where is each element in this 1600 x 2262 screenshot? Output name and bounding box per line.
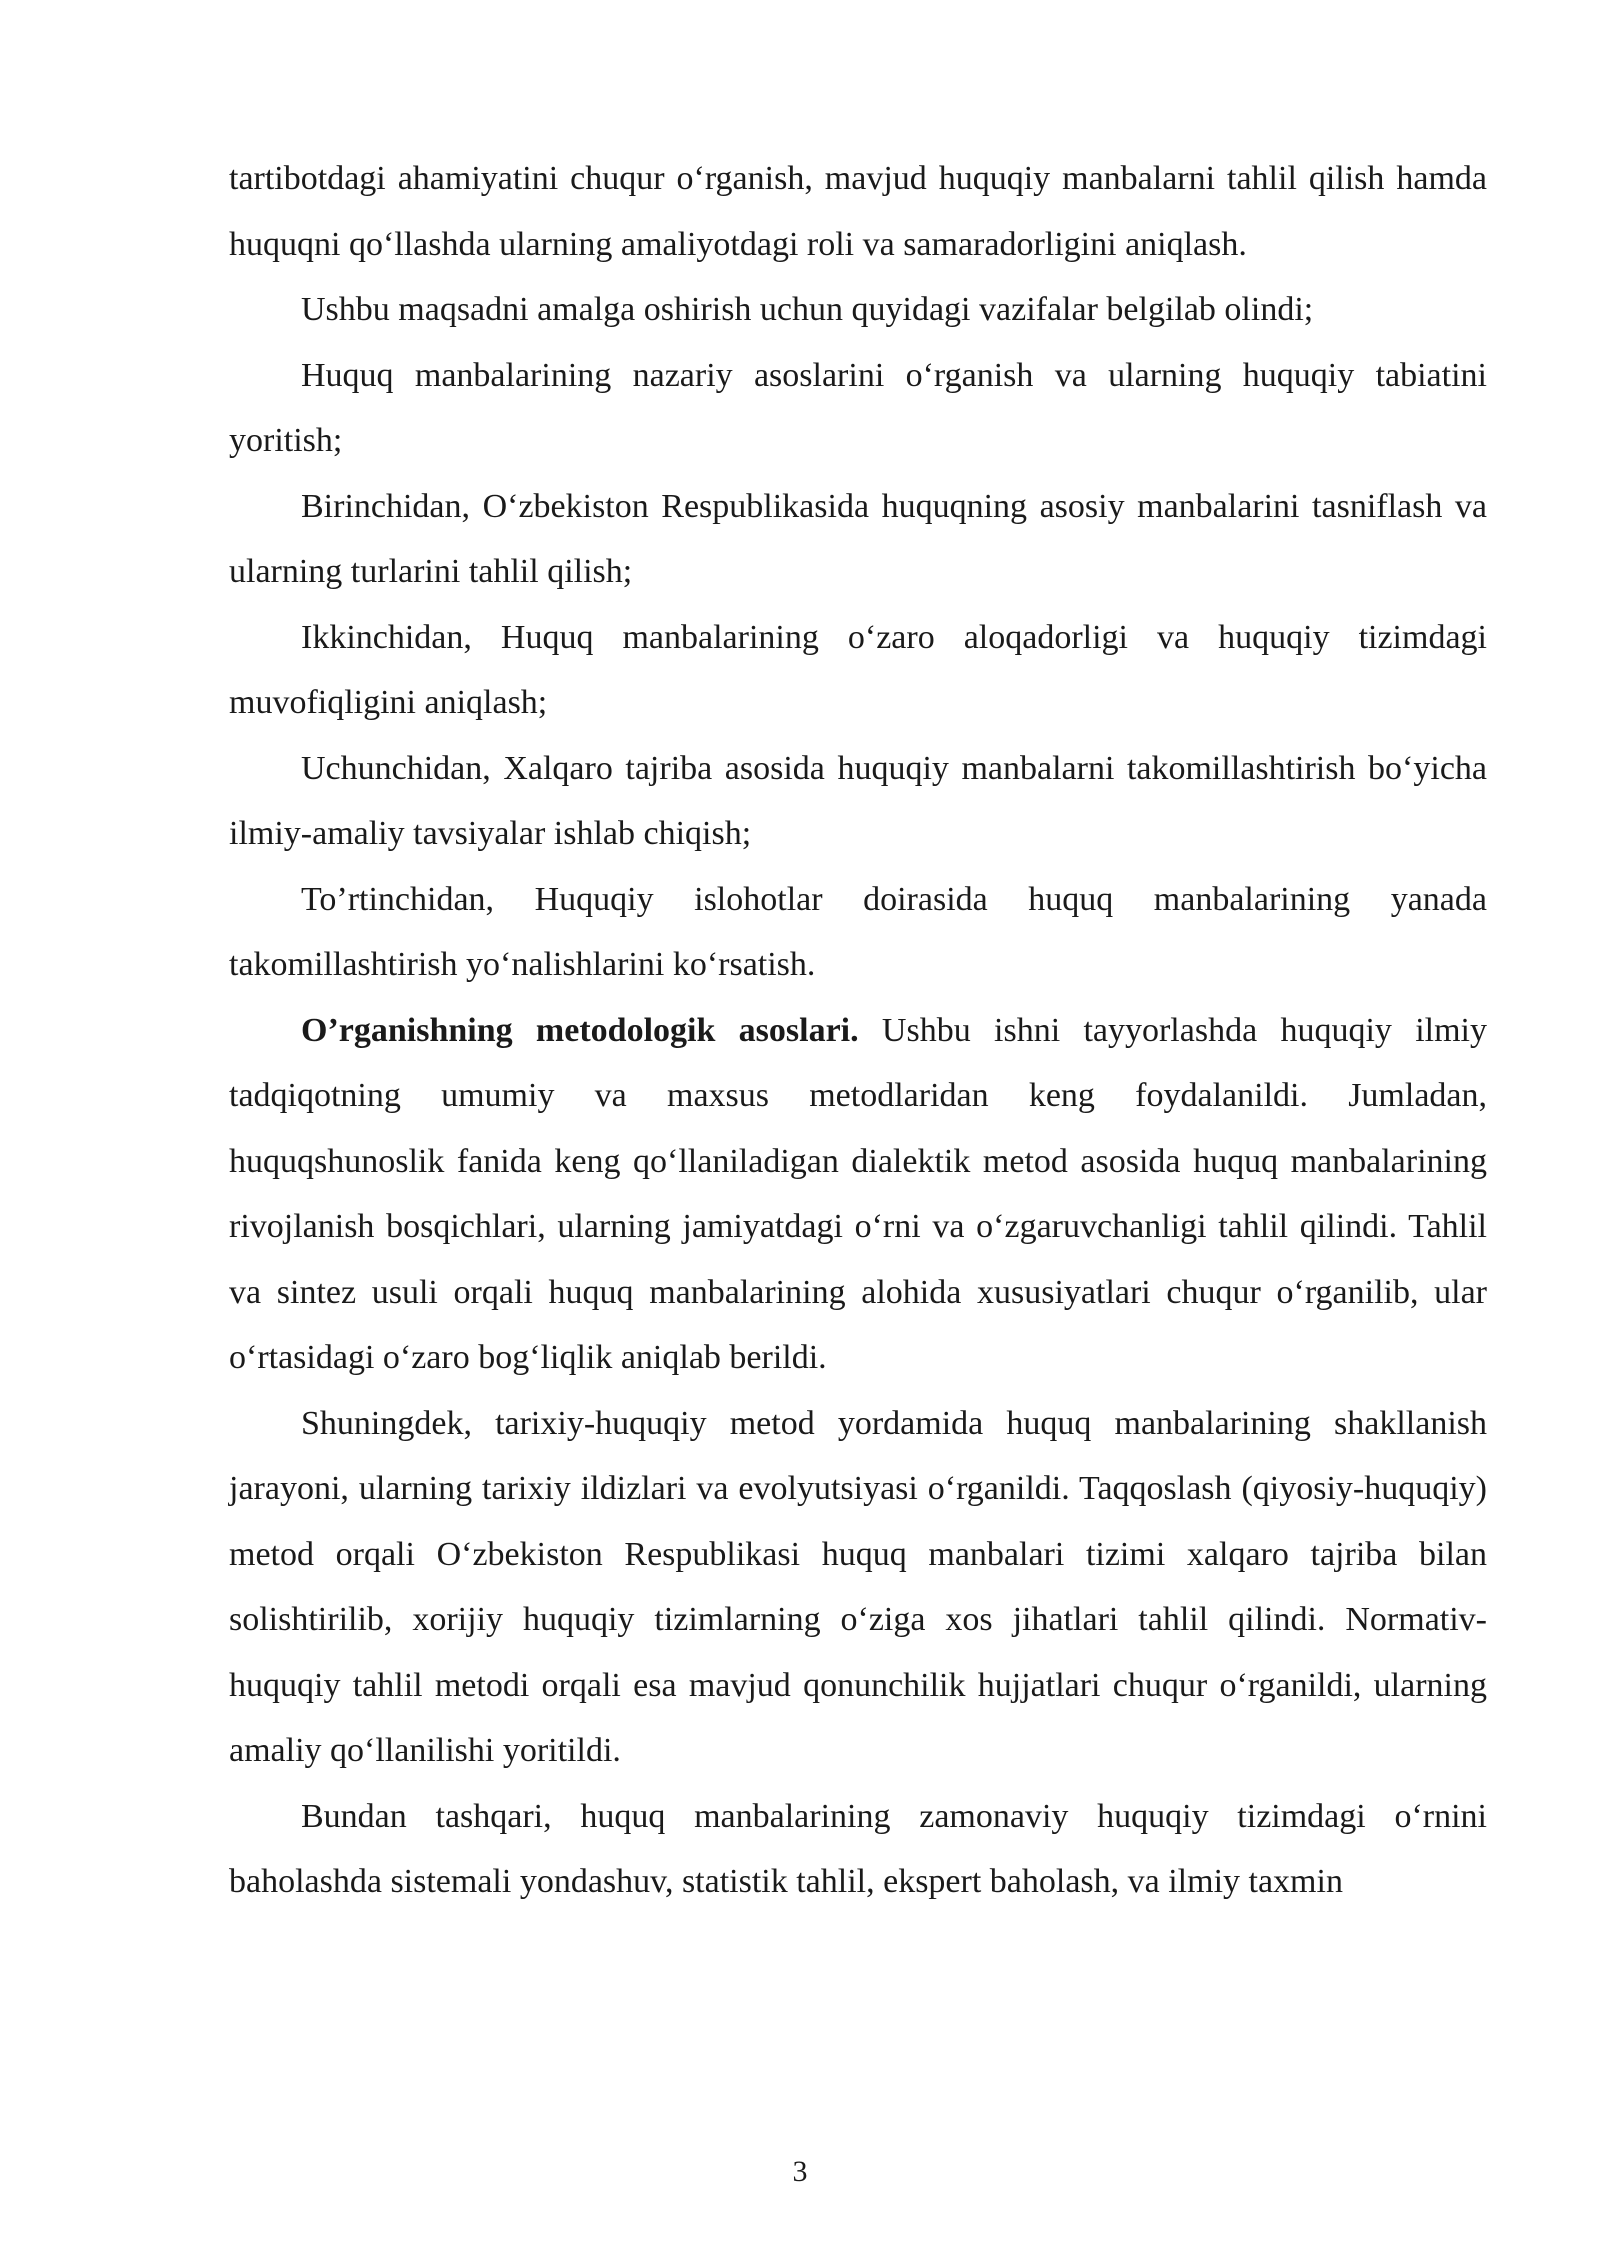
paragraph-7: To’rtinchidan, Huquqiy islohotlar doirasida huquq manbalarining yanada takomillashtirish yo‘nalishlarini ko‘rsatish.: [229, 880, 1487, 983]
paragraph-2: Ushbu maqsadni amalga oshirish uchun quyidagi vazifalar belgilab olindi;: [301, 291, 1314, 328]
paragraph-3: Huquq manbalarining nazariy asoslarini o‘rganish va ularning huquqiy tabiatini yoritish;: [229, 356, 1487, 459]
paragraph-8: [229, 998, 1487, 1391]
paragraph-8-text: Ushbu ishni tayyorlashda huquqiy ilmiy tadqiqotning umumiy va maxsus metodlaridan keng foydalanildi. Jumladan, huquqshunoslik fanida keng qo‘llaniladigan dialektik metod asosida huquq manbalarining rivojlanish bosqichlari, ularning jamiyatdagi o‘rni va o‘zgaruvchanligi tahlil qilindi. Tahlil va sintez usuli orqali huquq manbalarining alohida xususiyatlari chuqur o‘rganilib, ular o‘rtasidagi o‘zaro bog‘liqlik aniqlab berildi.: [229, 1011, 1488, 1376]
paragraph-4: Birinchidan, O‘zbekiston Respublikasida huquqning asosiy manbalarini tasniflash va ularning turlarini tahlil qilish;: [229, 487, 1487, 590]
paragraph-6: Uchunchidan, Xalqaro tajriba asosida huquqiy manbalarni takomillashtirish bo‘yicha ilmiy-amaliy tavsiyalar ishlab chiqish;: [229, 749, 1487, 852]
document-body: [229, 146, 1487, 1915]
paragraph-5: Ikkinchidan, Huquq manbalarining o‘zaro aloqadorligi va huquqiy tizimdagi muvofiqligini aniqlash;: [229, 618, 1487, 721]
paragraph-9: Shuningdek, tarixiy-huquqiy metod yordamida huquq manbalarining shakllanish jarayoni, ularning tarixiy ildizlari va evolyutsiyasi o‘rganildi. Taqqoslash (qiyosiy-huquqiy) metod orqali O‘zbekiston Respublikasi huquq manbalari tizimi xalqaro tajriba bilan solishtirilib, xorijiy huquqiy tizimlarning o‘ziga xos jihatlari tahlil qilindi. Normativ-huquqiy tahlil metodi orqali esa mavjud qonunchilik hujjatlari chuqur o‘rganildi, ularning amaliy qo‘llanilishi yoritildi.: [229, 1404, 1487, 1769]
paragraph-10: Bundan tashqari, huquq manbalarining zamonaviy huquqiy tizimdagi o‘rnini baholashda sistemali yondashuv, statistik tahlil, ekspert baholash, va ilmiy taxmin: [229, 1797, 1487, 1900]
paragraph-1: tartibotdagi ahamiyatini chuqur o‘rganish, mavjud huquqiy manbalarni tahlil qilish hamda huquqni qo‘llashda ularning amaliyotdagi roli va samaradorligini aniqlash.: [229, 160, 1487, 263]
page-number: 3: [792, 2155, 808, 2188]
section-heading-methodology: O’rganishning metodologik asoslari.: [301, 1011, 859, 1049]
